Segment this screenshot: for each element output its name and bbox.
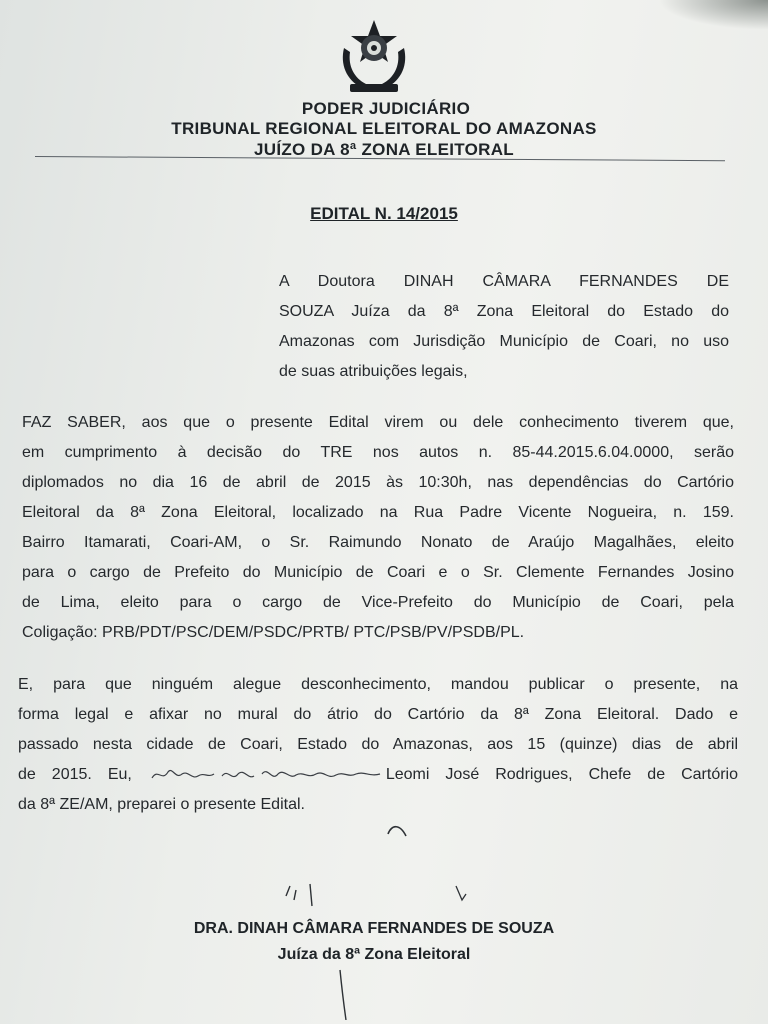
photo-shadow: [658, 0, 768, 30]
judge-name: DRA. DINAH CÂMARA FERNANDES DE SOUZA: [193, 920, 555, 937]
header-judiciary: PODER JUDICIÁRIO: [301, 99, 471, 118]
closing-line: passado nesta cidade de Coari, Estado do Amazonas, aos 15 (quinze) dias de abril: [18, 736, 738, 753]
closing-line-suffix: Leomi José Rodrigues, Chefe de Cartório: [385, 766, 738, 783]
announcement-paragraph: [22, 408, 734, 648]
intro-line: SOUZA Juíza da 8ª Zona Eleitoral do Estado do: [279, 303, 729, 320]
closing-line: forma legal e afixar no mural do átrio do Cartório da 8ª Zona Eleitoral. Dado e: [18, 706, 738, 723]
closing-paragraph: [18, 670, 738, 820]
header-tribunal: TRIBUNAL REGIONAL ELEITORAL DO AMAZONAS: [171, 119, 597, 138]
announcement-line: de Lima, eleito para o cargo de Vice-Prefeito do Município de Coari, pela: [22, 594, 734, 611]
header-electoral-zone: JUÍZO DA 8ª ZONA ELEITORAL: [254, 140, 514, 159]
intro-paragraph: [279, 267, 729, 387]
closing-line-with-signature: [18, 760, 738, 790]
intro-line: A Doutora DINAH CÂMARA FERNANDES DE: [279, 273, 729, 290]
intro-line: Amazonas com Jurisdição Município de Coari, no uso: [279, 333, 729, 350]
closing-line-prefix: de 2015. Eu,: [18, 766, 132, 783]
announcement-line: diplomados no dia 16 de abril de 2015 às 10:30h, nas dependências do Cartório: [22, 474, 734, 491]
announcement-line: Coligação: PRB/PDT/PSC/DEM/PSDC/PRTB/ PTC/PSB/PV/PSDB/PL.: [22, 624, 525, 641]
announcement-line: FAZ SABER, aos que o presente Edital virem ou dele conhecimento tiverem que,: [22, 414, 734, 431]
intro-line: de suas atribuições legais,: [279, 363, 468, 380]
closing-line: E, para que ninguém alegue desconhecimento, mandou publicar o presente, na: [18, 676, 738, 693]
announcement-line: Bairro Itamarati, Coari-AM, o Sr. Raimundo Nonato de Araújo Magalhães, eleito: [22, 534, 734, 551]
edital-title: EDITAL N. 14/2015: [310, 204, 458, 223]
judge-role: Juíza da 8ª Zona Eleitoral: [277, 946, 471, 963]
clerk-handwritten-signature: [148, 766, 386, 784]
brazil-coat-of-arms-icon: [336, 18, 412, 96]
closing-line: da 8ª ZE/AM, preparei o presente Edital.: [18, 796, 305, 813]
announcement-line: em cumprimento à decisão do TRE nos autos n. 85-44.2015.6.04.0000, serão: [22, 444, 734, 461]
announcement-line: Eleitoral da 8ª Zona Eleitoral, localizado na Rua Padre Vicente Nogueira, n. 159.: [22, 504, 734, 521]
announcement-line: para o cargo de Prefeito do Município de Coari e o Sr. Clemente Fernandes Josino: [22, 564, 734, 581]
